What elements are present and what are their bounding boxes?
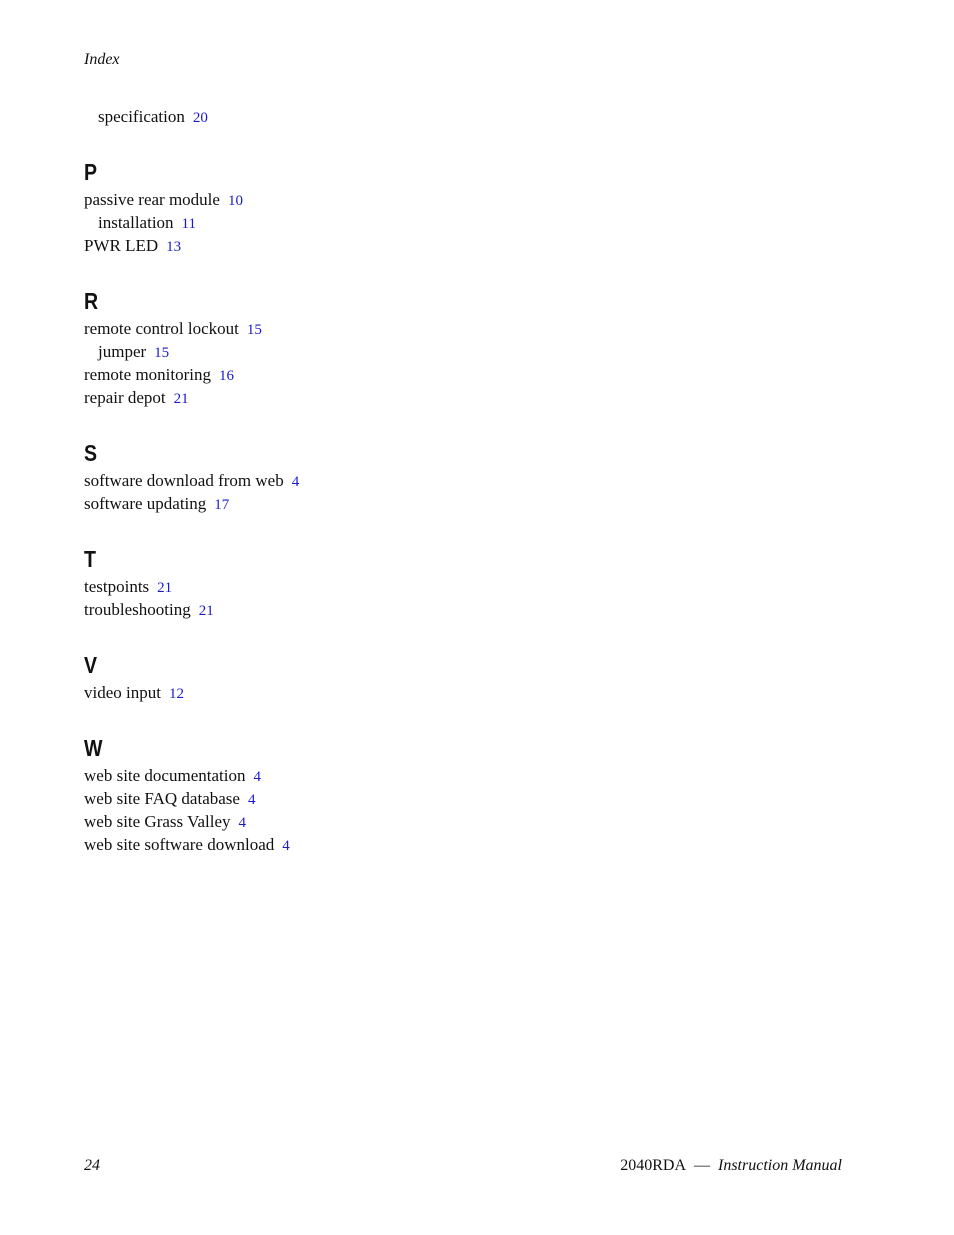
index-letter-p: P xyxy=(84,159,98,185)
index-entry xyxy=(84,764,844,787)
index-term: testpoints xyxy=(84,577,150,596)
index-list xyxy=(84,105,844,856)
page-number: 24 xyxy=(84,1157,100,1174)
page-link[interactable]: 21 xyxy=(157,580,173,596)
index-entry xyxy=(84,833,844,856)
page-link[interactable]: 4 xyxy=(291,474,300,490)
index-term: remote monitoring xyxy=(84,365,212,384)
page-link[interactable]: 21 xyxy=(198,603,214,619)
page-link[interactable]: 13 xyxy=(166,239,182,255)
index-entry xyxy=(84,386,844,409)
index-entry xyxy=(84,363,844,386)
index-term: passive rear module xyxy=(84,190,220,209)
index-term: software download from web xyxy=(84,471,284,490)
index-entry xyxy=(84,105,844,128)
index-entry xyxy=(84,787,844,810)
index-term: web site software download xyxy=(84,835,275,854)
index-term: web site documentation xyxy=(84,766,246,785)
page-link[interactable]: 16 xyxy=(219,368,235,384)
page-link[interactable]: 4 xyxy=(282,838,290,854)
index-entry xyxy=(84,810,844,833)
index-term: PWR LED xyxy=(84,236,159,255)
footer-separator: — xyxy=(694,1157,710,1174)
index-letter-t: T xyxy=(84,546,96,572)
page-link[interactable]: 4 xyxy=(247,792,256,808)
page-link[interactable]: 17 xyxy=(214,497,230,513)
page-link[interactable]: 15 xyxy=(154,345,170,361)
index-term: specification xyxy=(98,107,185,126)
index-letter-v: V xyxy=(84,652,98,678)
index-term: troubleshooting xyxy=(84,600,191,619)
page-link[interactable]: 15 xyxy=(246,322,262,338)
page-link[interactable]: 11 xyxy=(181,216,196,232)
index-letter-w: W xyxy=(84,735,103,761)
index-entry xyxy=(84,188,844,211)
index-term: web site Grass Valley xyxy=(84,812,231,831)
index-entry xyxy=(84,681,844,704)
index-letter-r: R xyxy=(84,288,99,314)
index-term: repair depot xyxy=(84,388,166,407)
index-sections xyxy=(84,158,844,856)
index-entry xyxy=(84,469,844,492)
index-subentry xyxy=(84,340,844,363)
index-term: installation xyxy=(98,213,174,232)
page-link[interactable]: 12 xyxy=(168,686,184,702)
page-link[interactable]: 4 xyxy=(253,769,261,785)
page-link[interactable]: 21 xyxy=(173,391,189,407)
index-entry xyxy=(84,317,844,340)
page-link[interactable]: 20 xyxy=(192,110,208,126)
index-entry xyxy=(84,575,844,598)
index-term: video input xyxy=(84,683,161,702)
footer-title xyxy=(620,1157,842,1175)
index-subentry xyxy=(84,211,844,234)
footer-model: 2040RDA xyxy=(620,1157,686,1174)
running-header: Index xyxy=(84,51,120,68)
footer-manual-title: Instruction Manual xyxy=(718,1157,842,1174)
index-term: remote control lockout xyxy=(84,319,239,338)
index-entry xyxy=(84,234,844,257)
index-letter-s: S xyxy=(84,440,98,466)
page-link[interactable]: 10 xyxy=(227,193,243,209)
index-term: web site FAQ database xyxy=(84,789,240,808)
index-entry xyxy=(84,492,844,515)
index-term: software updating xyxy=(84,494,207,513)
page-link[interactable]: 4 xyxy=(238,815,247,831)
index-term: jumper xyxy=(98,342,147,361)
index-entry xyxy=(84,598,844,621)
